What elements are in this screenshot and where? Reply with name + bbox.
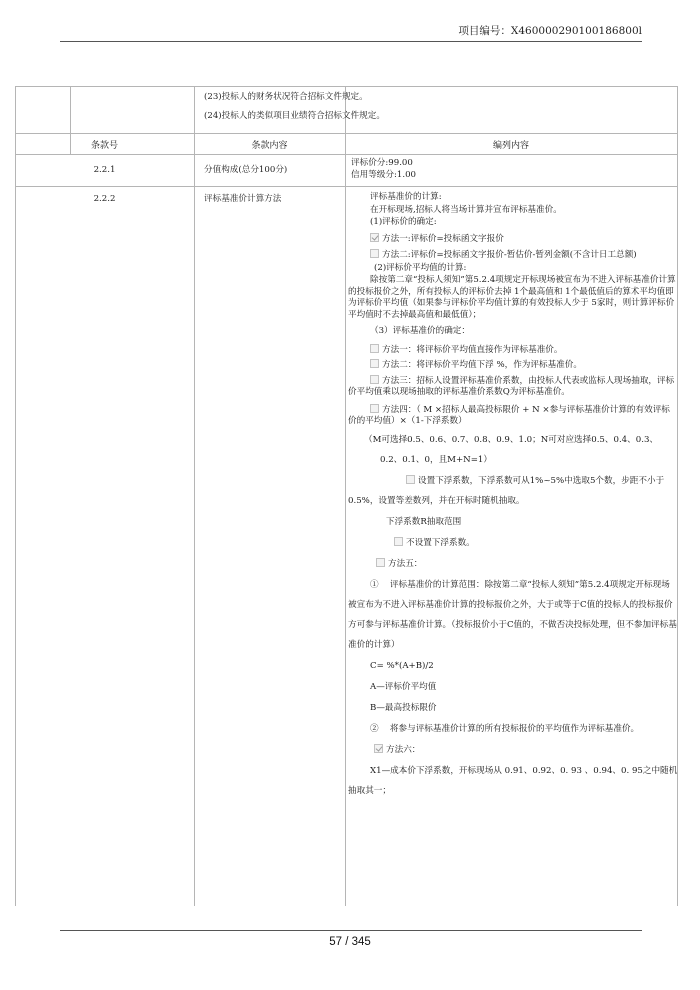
no-float-checkbox[interactable]	[394, 537, 403, 546]
column-header-clause-content: 条款内容	[251, 141, 288, 151]
formula-6-checkbox[interactable]	[374, 744, 383, 753]
option-method-2	[348, 249, 678, 262]
formula-5-scope: ① 评标基准价的计算范围：除按第二章“投标人须知”第5.2.4项规定开标现场被宣布为不进入评标基准价计算的投标报价之外，大于或等于C值的投标人的投标报价方可参与评标基准价计算。（投标报价小于C值的，不做否决投标处理，但不参加评标基准价的计算）	[348, 579, 677, 650]
page-header	[60, 24, 642, 42]
formula-6-label: 方法六：	[386, 744, 421, 755]
method-2-label: 方法二:评标价=投标函文字报价-暂估价-暂列金额(不含计日工总额)	[382, 250, 637, 260]
option-method-1	[348, 233, 678, 246]
formula-5-label: 方法五：	[388, 558, 423, 569]
clause-name-2-2-2: 评标基准价计算方法	[204, 194, 282, 204]
table-border-left	[15, 86, 16, 906]
table-divider	[194, 86, 195, 906]
option-formula-5	[348, 554, 678, 574]
formula-4-checkbox[interactable]	[370, 404, 379, 413]
method-1-checkbox[interactable]	[370, 233, 379, 242]
no-float-label: 不设置下浮系数。	[406, 537, 475, 548]
requirement-24: (24)投标人的类似项目业绩符合招标文件规定。	[204, 111, 385, 121]
para-announce: 在开标现场,招标人将当场计算并宣布评标基准价。	[370, 204, 562, 215]
formula-5-b-def: B—最高投标限价	[370, 702, 437, 713]
formula-5-a-def: A—评标价平均值	[370, 681, 437, 692]
table-divider	[345, 86, 346, 906]
footer-rule	[60, 930, 642, 931]
para-benchmark-determination: （3）评标基准价的确定：	[370, 326, 470, 336]
formula-2-label: 方法二：将评标价平均值下浮 %，作为评标基准价。	[382, 360, 582, 370]
option-formula-1	[348, 344, 678, 357]
para-average-rule: 除按第二章“投标人须知”第5.2.4项规定开标现场被宣布为不进入评标基准价计算的投标报价之外，所有投标人的评标价去掉 1个最高值和 1个最低值后的算术平均值即为评标价平均值（如果参与评标价平均值计算的有效投标人少于 5家时，则计算评标价平均值时不去掉最高值和最低值）；	[348, 275, 676, 320]
option-formula-6	[348, 740, 678, 760]
formula-3-label: 方法三：招标人设置评标基准价系数，由投标人代表或监标人现场抽取，评标价平均值乘以现场抽取的评标基准价系数Q为评标基准价。	[348, 375, 675, 397]
para-average-title: (2)评标价平均值的计算:	[374, 262, 467, 273]
formula-4-note: （M可选择0.5、0.6、0.7、0.8、0.9、1.0；N可对应选择0.5、0.4、0.3、0.2、0.1、0，且M+N=1）	[364, 434, 659, 465]
project-number: 项目编号：X460000290100186800l	[458, 25, 642, 37]
formula-6-x1: X1—成本价下浮系数，开标现场从 0.91、0.92、0. 93 、0.94、0. 95之中随机抽取其一；	[348, 765, 678, 796]
formula-1-label: 方法一：将评标价平均值直接作为评标基准价。	[382, 344, 563, 355]
option-formula-2	[348, 359, 678, 372]
column-header-edit-content: 编列内容	[492, 141, 529, 151]
formula-5-checkbox[interactable]	[376, 558, 385, 567]
option-formula-4	[348, 404, 678, 428]
para-price-determination: (1)评标价的确定:	[370, 217, 437, 227]
formula-5-average: ② 将参与评标基准价计算的所有投标报价的平均值作为评标基准价。	[370, 723, 640, 734]
option-no-float	[348, 533, 678, 553]
table-divider	[15, 154, 678, 155]
clause-name-2-2-1: 分值构成(总分100分)	[204, 165, 288, 175]
formula-5-c-value: C= %*(A+B)/2	[370, 660, 434, 671]
requirement-23: (23)投标人的财务状况符合招标文件规定。	[204, 92, 368, 102]
table-border-top	[15, 86, 678, 87]
table-divider	[15, 133, 678, 134]
method-1-label: 方法一:评标价=投标函文字报价	[382, 233, 504, 244]
price-score: 评标价分:99.00	[351, 158, 413, 168]
float-coefficient-checkbox[interactable]	[406, 475, 415, 484]
clause-table	[15, 86, 678, 906]
method-2-checkbox[interactable]	[370, 249, 379, 258]
page-number: 57 / 345	[329, 936, 371, 948]
score-composition	[351, 158, 671, 181]
continued-requirements	[204, 88, 664, 126]
formula-1-checkbox[interactable]	[370, 344, 379, 353]
clause-no-2-2-2: 2.2.2	[93, 194, 116, 204]
float-range-label: 下浮系数R抽取范围	[386, 516, 462, 527]
clause-no-2-2-1: 2.2.1	[93, 165, 116, 175]
float-coefficient-label: 设置下浮系数，下浮系数可从1%~5%中选取5个数，步距不小于0.5%，设置等差数列，并在开标时随机抽取。	[348, 475, 665, 506]
option-formula-3	[348, 375, 678, 399]
para-benchmark-title: 评标基准价的计算:	[370, 192, 442, 202]
formula-2-checkbox[interactable]	[370, 359, 379, 368]
formula-4-label: 方法四：（ M ×招标人最高投标限价 + N ×参与评标基准价计算的有效评标价的平均值）×（1-下浮系数）	[348, 404, 670, 426]
formula-3-checkbox[interactable]	[370, 375, 379, 384]
benchmark-method-content	[348, 192, 678, 802]
column-header-clause-no: 条款号	[90, 141, 118, 151]
option-float-coefficient	[348, 471, 678, 511]
credit-score: 信用等级分:1.00	[351, 169, 416, 180]
table-divider	[15, 186, 678, 187]
